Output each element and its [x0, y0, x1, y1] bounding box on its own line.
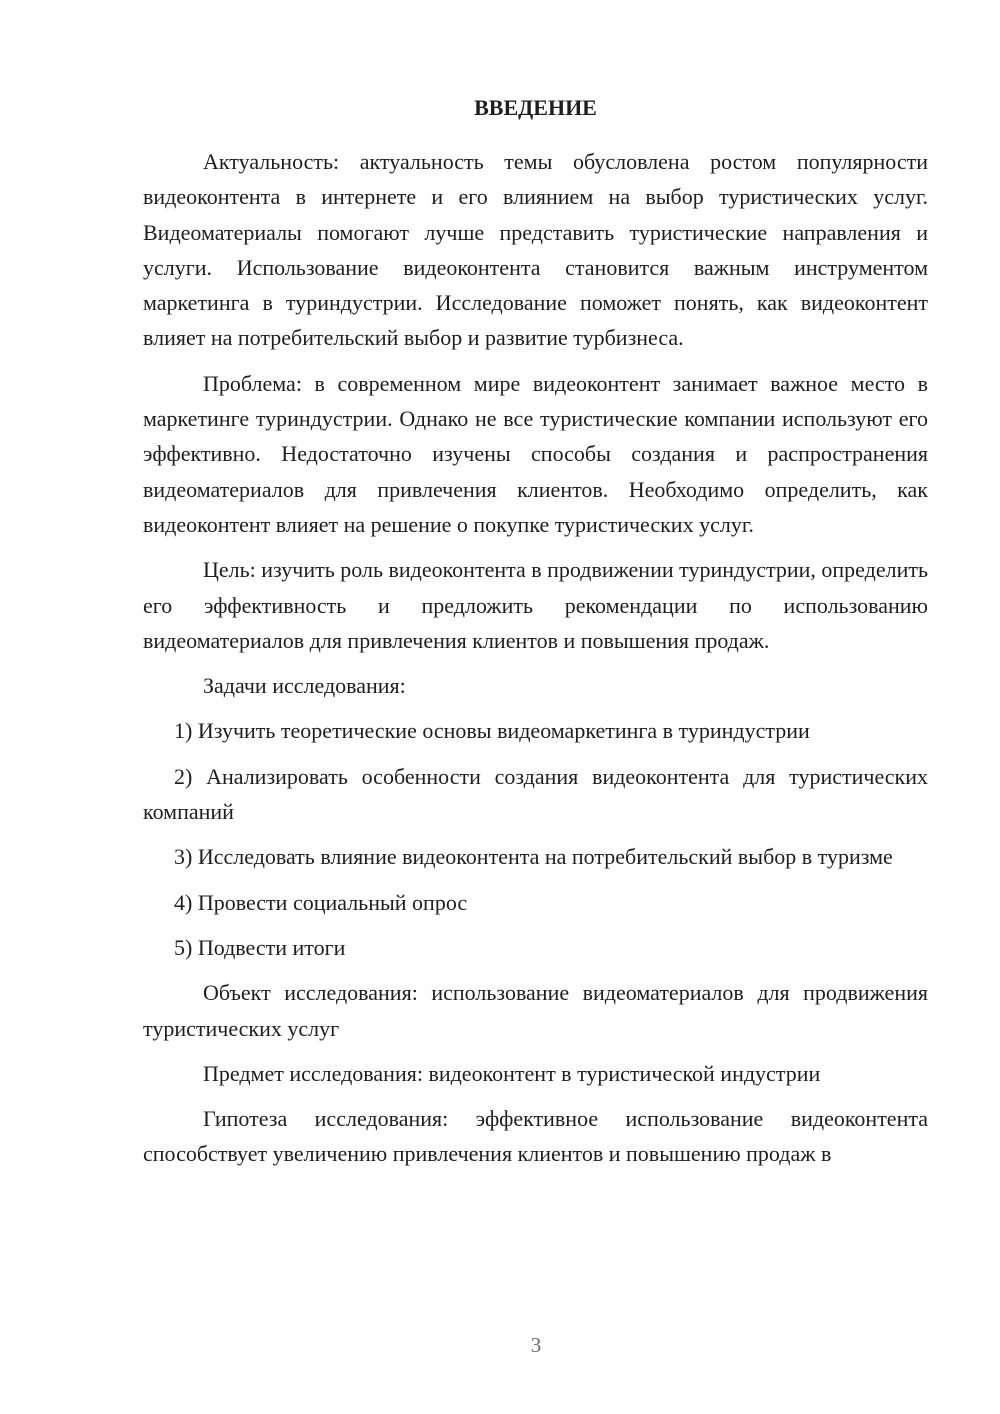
task-item-1: 1) Изучить теоретические основы видеомаркетинга в туриндустрии	[174, 718, 810, 744]
task-item-2: 2) Анализировать особенности создания видеоконтента для туристических компаний	[143, 763, 928, 825]
document-page	[143, 90, 928, 1172]
paragraph-object: Объект исследования: использование видеоматериалов для продвижения туристических услуг	[143, 980, 928, 1041]
task-item-4: 4) Провести социальный опрос	[174, 889, 468, 915]
paragraph-relevance: Актуальность: актуальность темы обусловлена ростом популярности видеоконтента в интернете и его влиянием на выбор туристических услуг. Видеоматериалы помогают лучше представить туристические направления и услуги. Использование видеоконтента становится важным инструментом маркетинга в туриндустрии. Исследование поможет понять, как видеоконтент влияет на потребительский выбор и развитие турбизнеса.	[143, 149, 928, 351]
paragraph-goal: Цель: изучить роль видеоконтента в продвижении туриндустрии, определить его эффективность и предложить рекомендации по использованию видеоматериалов для привлечения клиентов и повышения продаж.	[143, 557, 928, 653]
task-item-5: 5) Подвести итоги	[174, 934, 346, 960]
paragraph-hypothesis: Гипотеза исследования: эффективное использование видеоконтента способствует увеличению привлечения клиентов и повышению продаж в	[143, 1106, 928, 1167]
page-number: 3	[530, 1333, 542, 1357]
paragraph-subject: Предмет исследования: видеоконтент в туристической индустрии	[203, 1060, 821, 1086]
page-title: ВВЕДЕНИЕ	[474, 95, 597, 120]
paragraph-problem: Проблема: в современном мире видеоконтент занимает важное место в маркетинге туриндустрии. Однако не все туристические компании используют его эффективно. Недостаточно изучены способы создания и распространения видеоматериалов для привлечения клиентов. Необходимо определить, как видеоконтент влияет на решение о покупке туристических услуг.	[143, 370, 928, 537]
task-item-3: 3) Исследовать влияние видеоконтента на потребительский выбор в туризме	[174, 844, 893, 870]
paragraph-tasks-heading: Задачи исследования:	[203, 673, 406, 699]
